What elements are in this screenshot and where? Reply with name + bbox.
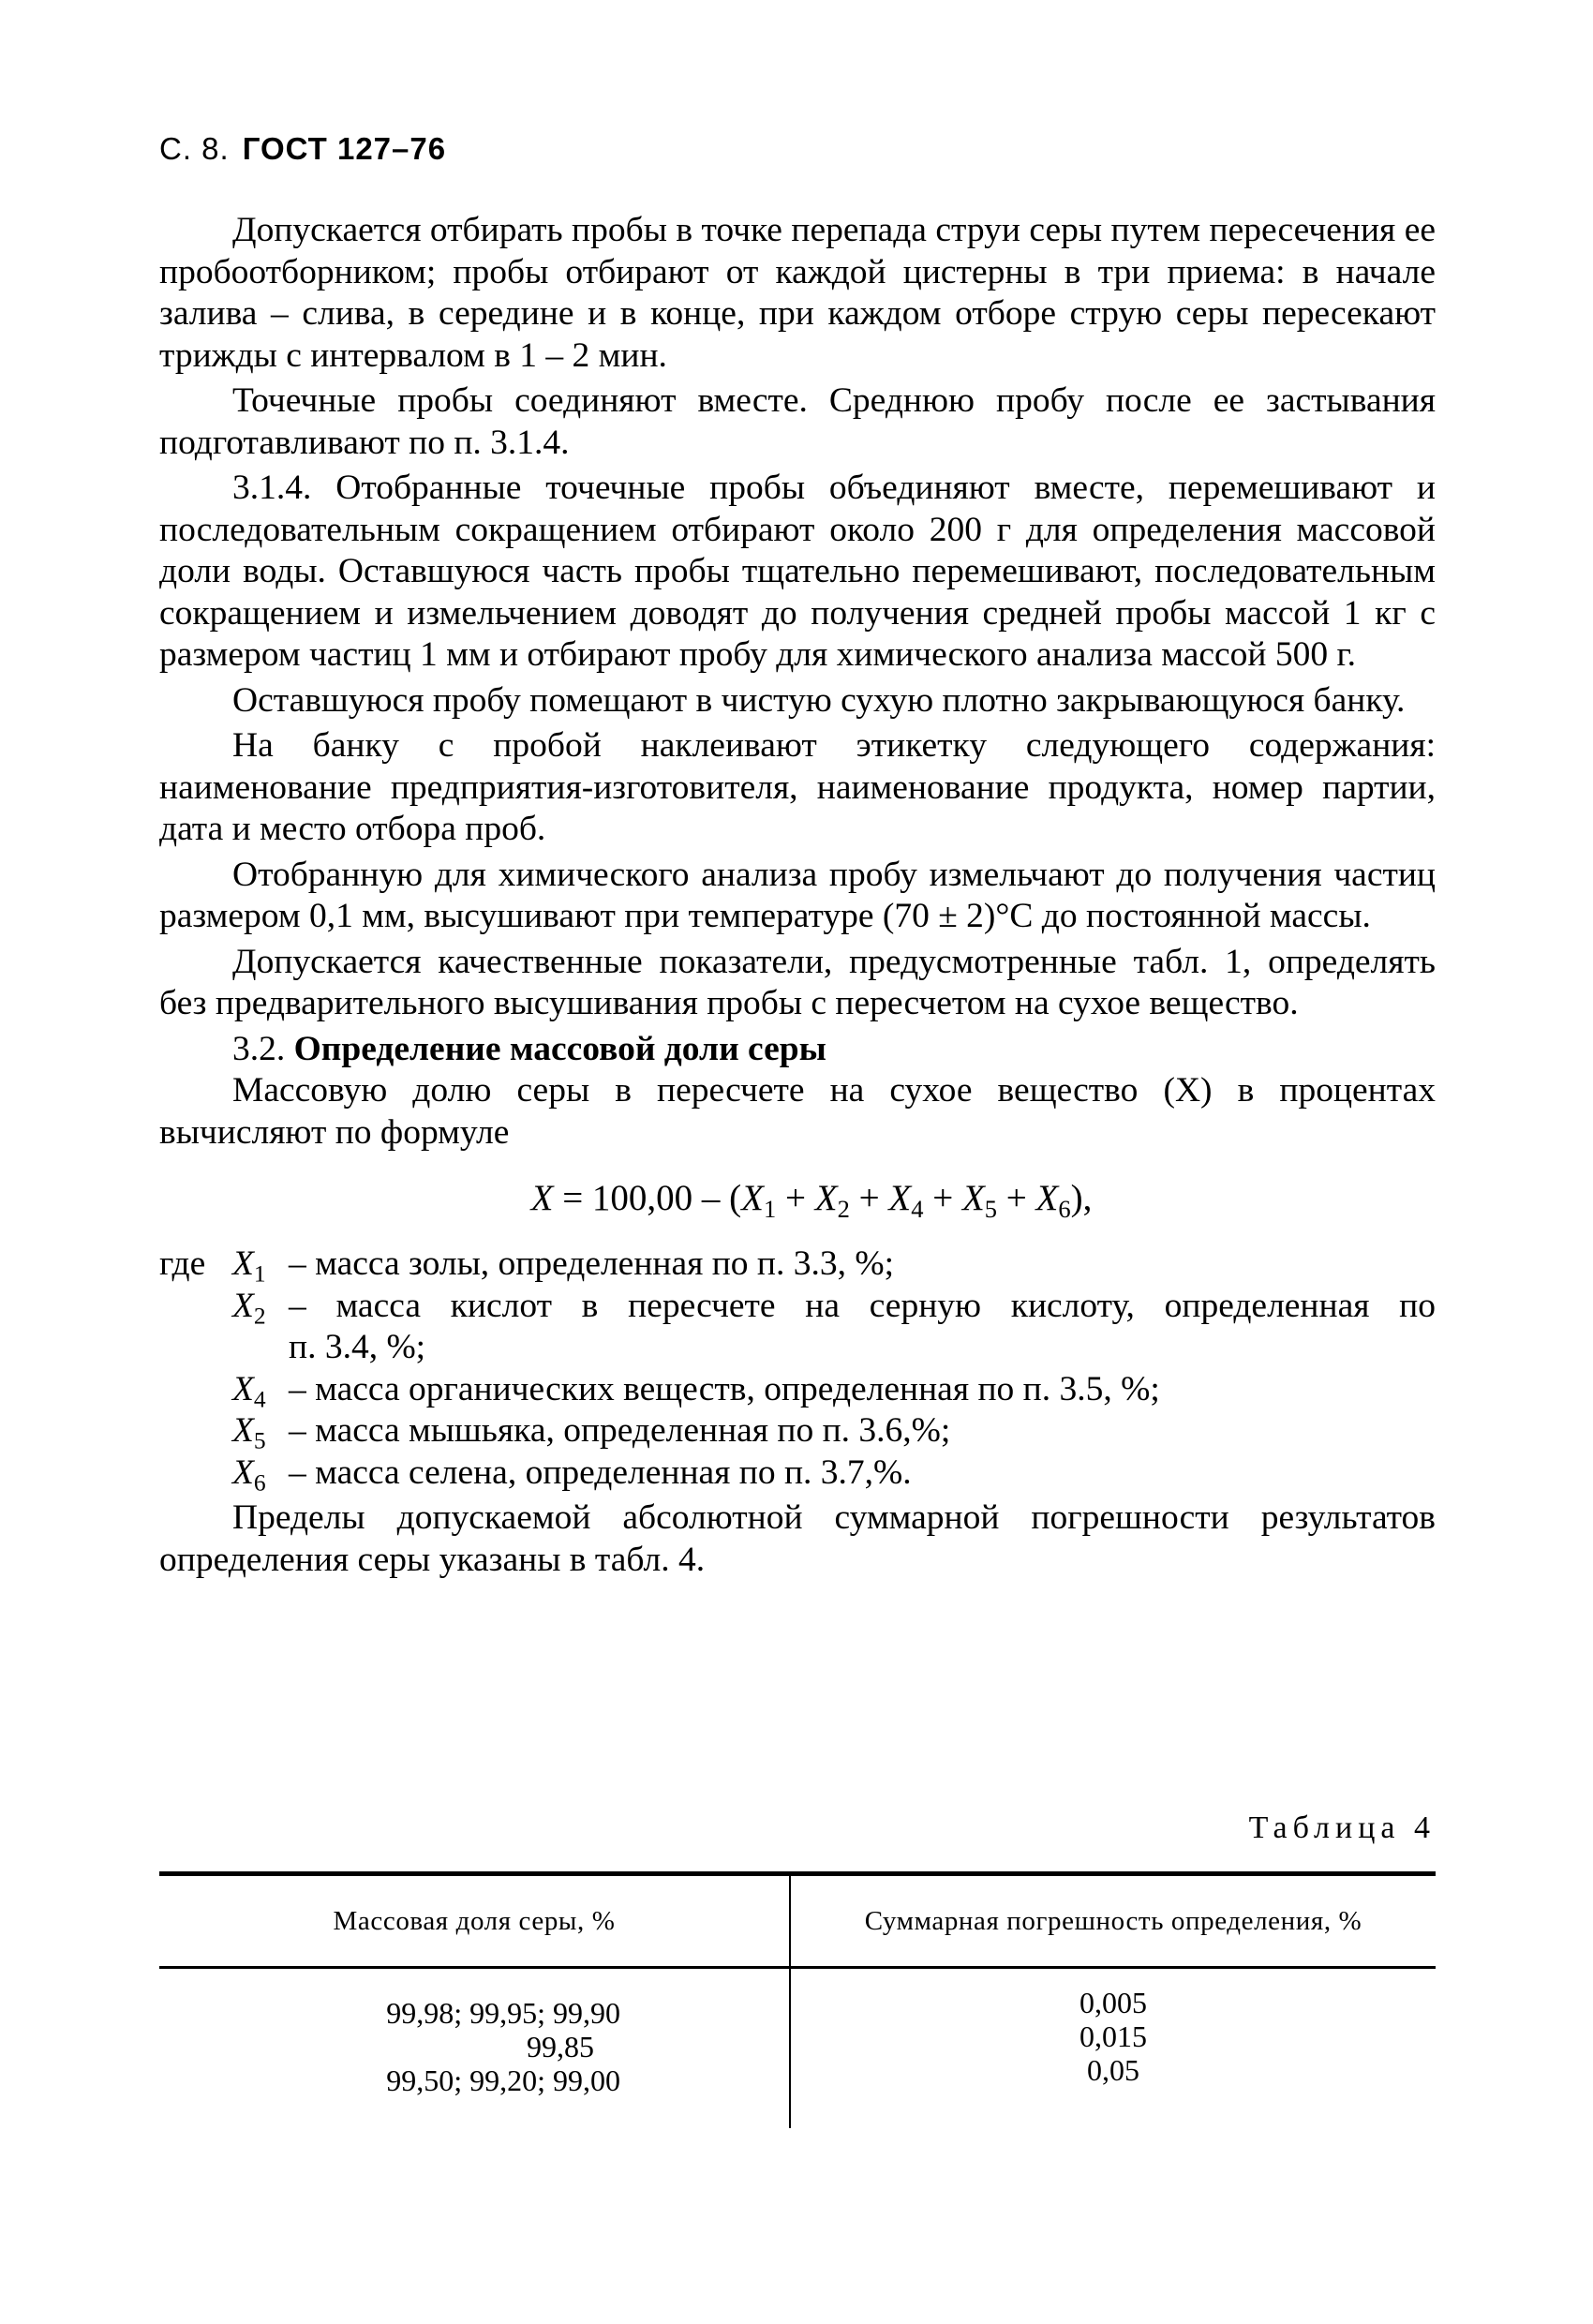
where-label: где <box>159 1244 206 1283</box>
table-cell: 99,98; 99,95; 99,90 99,85 99,50; 99,20; 99,00 <box>159 1969 791 2128</box>
table-header-cell: Суммарная погрешность определения, % <box>864 1905 1362 1936</box>
paragraph: Точечные пробы соединяют вместе. Среднюю пробу после ее застывания подготавливают по п. 3.1.4. <box>159 381 1436 462</box>
body-text <box>159 210 1436 1581</box>
table-caption: Таблица 4 <box>1248 1810 1436 1845</box>
variable-definitions <box>159 1244 1436 1497</box>
definition-row: $X_5$ – масса мышьяка, определенная по п. 3.6,%; <box>232 1411 951 1454</box>
paragraph: Допускается отбирать пробы в точке перепада струи серы путем пересечения ее пробоотборником; пробы отбирают от каждой цистерны в три приема: в начале залива – слива, в середине и в конце, при каждом отборе струю серы пересекают трижды с интервалом в 1 – 2 мин. <box>159 211 1436 375</box>
gost-title: ГОСТ 127–76 <box>242 131 447 166</box>
page-number: С. 8. <box>159 131 230 166</box>
table-header-row <box>159 1876 1436 1966</box>
table-4 <box>159 1871 1436 2128</box>
definition-row: $X_2$ – масса кислот в пересчете на серную кислоту, определенная по <box>232 1286 1436 1330</box>
definition-row: $X_6$ – масса селена, определенная по п. 3.7,%. <box>232 1452 912 1497</box>
definition-row: где $X_1$ – масса золы, определенная по п. 3.3, %; <box>159 1244 895 1288</box>
section-number: 3.2. <box>232 1029 286 1068</box>
table-row <box>159 1969 1436 2128</box>
table-header-cell: Массовая доля серы, % <box>159 1876 791 1966</box>
table-cell: 0,005 0,015 0,05 <box>1079 1986 1147 2087</box>
formula: $X = 100,00 - (X_1 + X_2 + X_4 + X_5 + X_6)$, <box>530 1178 1093 1223</box>
paragraph: На банку с пробой наклеивают этикетку следующего содержания: наименование предприятия-изготовителя, наименование продукта, номер партии, дата и место отбора проб. <box>159 726 1436 848</box>
paragraph: Допускается качественные показатели, предусмотренные табл. 1, определять без предварительного высушивания пробы с пересчетом на сухое вещество. <box>159 942 1436 1022</box>
paragraph: 3.1.4. Отобранные точечные пробы объединяют вместе, перемешивают и последовательным сокращением отбирают около 200 г для определения массовой доли воды. Оставшуюся часть пробы тщательно перемешивают, последовательным сокращением и измельчением доводят до получения средней пробы массой 1 кг с размером частиц 1 мм и отбирают пробу для химического анализа массой 500 г. <box>159 469 1436 674</box>
definition-row: $X_4$ – масса органических веществ, определенная по п. 3.5, %; <box>232 1369 1160 1413</box>
formula-intro: Массовую долю серы в пересчете на сухое вещество (X) в процентах вычисляют по формуле <box>159 1071 1436 1152</box>
section-title: Определение массовой доли серы <box>293 1029 826 1068</box>
closing-paragraph: Пределы допускаемой абсолютной суммарной погрешности результатов определения серы указаны в табл. 4. <box>159 1498 1436 1579</box>
paragraph: Оставшуюся пробу помещают в чистую сухую плотно закрывающуюся банку. <box>232 680 1406 720</box>
definition-row-continued: п. 3.4, %; <box>289 1328 426 1366</box>
section-heading <box>159 1029 1436 1071</box>
paragraph: Отобранную для химического анализа пробу измельчают до получения частиц размером 0,1 мм, высушивают при температуре (70 ± 2)°С до постоянной массы. <box>159 855 1436 935</box>
page-header <box>159 131 446 167</box>
